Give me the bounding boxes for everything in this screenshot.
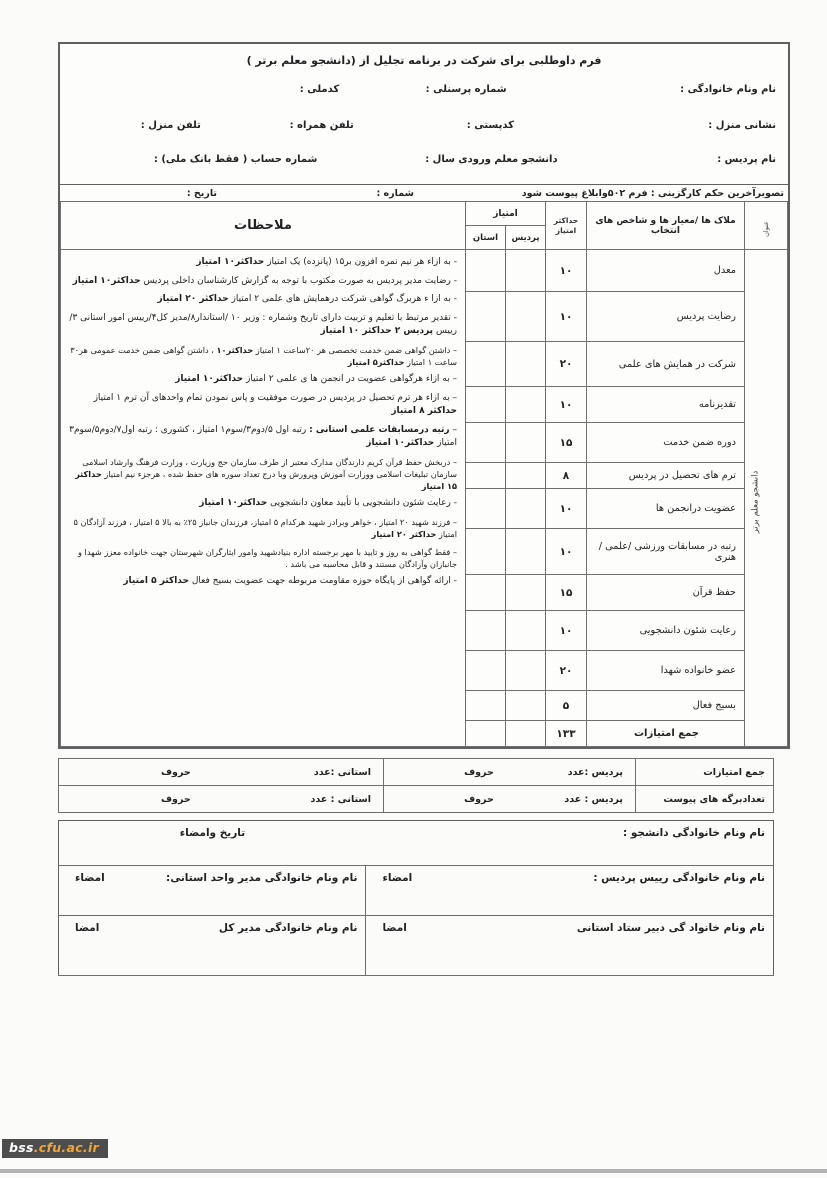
campus-score-cell bbox=[506, 489, 546, 529]
score-criteria-table bbox=[60, 201, 788, 747]
campus-score-cell bbox=[506, 292, 546, 342]
field-label-national-id: کدملی : bbox=[299, 84, 340, 95]
max-score-cell: ۱۰ bbox=[546, 387, 587, 423]
campus-score-cell bbox=[506, 423, 546, 463]
summary-pages-campus-cell bbox=[384, 786, 636, 813]
campus-score-cell bbox=[506, 387, 546, 423]
note-max-score-text: حداکثر۱۰ امتیاز bbox=[199, 498, 268, 509]
max-score-cell: ۱۵ bbox=[546, 423, 587, 463]
note-text: ، داشتن گواهی ضمن خدمت عمومی هر۳۰ ساعت ۱ امتیاز bbox=[70, 344, 457, 367]
column-header-criteria: ملاک ها /معیار ها و شاخص های انتخاب bbox=[587, 202, 745, 250]
table-row bbox=[59, 916, 774, 976]
summary-pages-province-cell bbox=[59, 786, 384, 813]
province-score-cell bbox=[465, 463, 505, 489]
province-score-cell bbox=[465, 423, 505, 463]
signature-campus-head-sign-label: امضاء bbox=[366, 866, 459, 916]
campus-score-cell bbox=[506, 529, 546, 575]
criteria-label-cell: معدل bbox=[587, 250, 745, 292]
max-score-cell: ۱۵ bbox=[546, 575, 587, 611]
criteria-label-cell: عضویت درانجمن ها bbox=[587, 489, 745, 529]
criteria-label-cell: رعایت شئون دانشجویی bbox=[587, 611, 745, 651]
summary-total-province-cell bbox=[59, 759, 384, 786]
max-score-cell: ۲۰ bbox=[546, 342, 587, 387]
max-score-cell: ۸ bbox=[546, 463, 587, 489]
max-score-cell: ۱۰ bbox=[546, 529, 587, 575]
criteria-label-cell: بسیج فعال bbox=[587, 691, 745, 721]
column-header-province: استان bbox=[465, 226, 505, 250]
campus-score-cell bbox=[506, 342, 546, 387]
note-max-score-text: حداکثر ۱۵ امتیاز bbox=[75, 468, 457, 492]
province-score-cell bbox=[465, 387, 505, 423]
form-main-box bbox=[58, 42, 790, 749]
criteria-label-cell: عضو خانواده شهدا bbox=[587, 651, 745, 691]
province-score-cell bbox=[465, 611, 505, 651]
campus-score-cell bbox=[506, 721, 546, 747]
summary-province-number-label: استانی : عدد bbox=[310, 793, 371, 805]
max-score-cell: ۱۰ bbox=[546, 250, 587, 292]
note-text: – دربخش حفظ قرآن کریم دارندگان مدارک معتبر از طرف سازمان حج وزیارت ، وزارت فرهنگ وارشاد اسلامی سازمان تبلیغات اسلامی ووزارت آموزش وپرورش وبا درج تعداد سوره های حفظ شده ، هرجزء نیم امتیاز bbox=[82, 456, 457, 479]
note-text: - به ازا ء هربرگ گواهی شرکت درهمایش های علمی ۲ امتیاز bbox=[228, 294, 457, 304]
criteria-label-cell: ترم های تحصیل در پردیس bbox=[587, 463, 745, 489]
note-max-score-text: حداکثر۱۰ امتیاز bbox=[366, 438, 435, 449]
summary-campus-number-label: پردیس :عدد bbox=[567, 766, 623, 778]
field-label-mobile-phone: تلفن همراه : bbox=[289, 120, 354, 131]
note-line bbox=[67, 456, 457, 493]
note-line bbox=[67, 256, 457, 270]
note-max-score-text: پردیس ۲ حداکثر ۱۰ امتیاز bbox=[320, 326, 434, 336]
summary-attached-pages-label: تعدادبرگه های پیوست bbox=[636, 786, 774, 813]
note-line bbox=[67, 575, 457, 589]
decree-attachment-label: تصویرآخرین حکم کارگزینی : فرم ۵۰۲وابلاغ پیوست شود bbox=[521, 188, 784, 199]
max-score-cell: ۱۳۳ bbox=[546, 721, 587, 747]
note-line bbox=[67, 312, 457, 339]
field-label-bank-account: شماره حساب ( فقط بانک ملی) : bbox=[153, 154, 318, 165]
criteria-label-cell: جمع امتیازات bbox=[587, 721, 745, 747]
fields-row-campus bbox=[60, 154, 788, 165]
note-line bbox=[67, 275, 457, 289]
province-score-cell bbox=[465, 342, 505, 387]
campus-score-cell bbox=[506, 651, 546, 691]
summary-total-campus-cell bbox=[384, 759, 636, 786]
summary-campus-words-label: حروف bbox=[464, 793, 494, 805]
signature-provincial-secretary-sign-label: امضا bbox=[366, 916, 459, 976]
summary-total-label: جمع امتیازات bbox=[636, 759, 774, 786]
table-row bbox=[59, 866, 774, 916]
campus-score-cell bbox=[506, 575, 546, 611]
badge-prefix-text: bss bbox=[9, 1140, 34, 1155]
note-text: – فقط گواهی به روز و تایید با مهر برجسته اداره بنیادشهید وامور ایثارگران شهرستان جهت خانواده معزز شهدا و جانبازان وآزادگان مستند و قابل محاسبه می باشد . bbox=[78, 546, 457, 569]
table-row bbox=[59, 759, 774, 786]
decree-number-label: شماره : bbox=[376, 188, 414, 199]
note-text: - رعایت شئون دانشجویی با تأیید معاون دانشجویی bbox=[267, 498, 457, 509]
note-line bbox=[67, 546, 457, 571]
note-text: – داشتن گواهی ضمن خدمت تخصصی هر ۲۰ساعت ۱ امتیاز bbox=[253, 344, 457, 355]
criteria-label-cell: رضایت پردیس bbox=[587, 292, 745, 342]
signature-director-general-sign-label: امضا bbox=[59, 916, 152, 976]
decree-attachment-row bbox=[60, 184, 788, 201]
field-label-postal-code: کدپستی : bbox=[466, 120, 514, 131]
summary-campus-words-label: حروف bbox=[464, 766, 494, 778]
note-text: رتبه اول ۵/دوم۳/سوم۱ امتیاز ، کشوری : رتبه اول۷/دوم۵/سوم۳ امتیاز bbox=[69, 424, 457, 449]
note-max-score-text: حداکثر۱۰ bbox=[216, 344, 254, 355]
decree-date-label: تاریخ : bbox=[186, 188, 217, 199]
summary-province-words-label: حروف bbox=[161, 793, 191, 805]
note-line bbox=[67, 497, 457, 511]
fields-row-identity bbox=[60, 84, 788, 95]
province-score-cell bbox=[465, 250, 505, 292]
column-header-campus: پردیس bbox=[506, 226, 546, 250]
note-line bbox=[67, 424, 457, 451]
note-line bbox=[67, 516, 457, 541]
province-score-cell bbox=[465, 529, 505, 575]
totals-summary-table bbox=[58, 758, 774, 813]
note-text: – bbox=[449, 424, 457, 435]
note-text: - تقدیر مرتبط با تعلیم و تربیت دارای تاریخ وشماره : وزیر ۱۰ /استاندار۸/مدیر کل۴/رییس امور استانی ۳/رییس bbox=[69, 312, 457, 336]
max-score-cell: ۵ bbox=[546, 691, 587, 721]
website-watermark-badge bbox=[2, 1139, 108, 1158]
signature-student-name-label: نام ونام خانوادگی دانشجو : bbox=[366, 821, 774, 866]
field-label-campus-name: نام پردیس : bbox=[717, 154, 776, 165]
column-header-score: امتیاز bbox=[465, 202, 545, 226]
notes-cell bbox=[61, 250, 466, 747]
fields-row-contact bbox=[60, 120, 788, 131]
note-max-score-text: حداکثر۱۰ امتیاز bbox=[196, 257, 265, 267]
province-score-cell bbox=[465, 651, 505, 691]
note-max-score-text: حداکثر ۵ امتیاز bbox=[123, 576, 189, 587]
note-max-score-text: حداکثر۵ امتیاز bbox=[347, 356, 405, 367]
form-title: فرم داوطلبی برای شرکت در برنامه تجلیل از (دانشجو معلم برتر ) bbox=[246, 54, 602, 67]
criteria-label-cell: حفظ قرآن bbox=[587, 575, 745, 611]
campus-score-cell bbox=[506, 691, 546, 721]
province-score-cell bbox=[465, 575, 505, 611]
signatures-table bbox=[58, 820, 774, 976]
criteria-label-cell: شرکت در همایش های علمی bbox=[587, 342, 745, 387]
note-max-score-text: حداکثر۱۰ امتیاز bbox=[175, 374, 244, 385]
campus-score-cell bbox=[506, 611, 546, 651]
note-line bbox=[67, 293, 457, 307]
campus-score-cell bbox=[506, 463, 546, 489]
field-label-home-address: نشانی منزل : bbox=[708, 120, 776, 131]
max-score-cell: ۱۰ bbox=[546, 611, 587, 651]
note-line bbox=[67, 373, 457, 387]
criteria-label-cell: رتبه در مسابقات ورزشی /علمی /هنری bbox=[587, 529, 745, 575]
province-score-cell bbox=[465, 292, 505, 342]
column-header-title bbox=[745, 202, 788, 250]
field-label-home-phone: تلفن منزل : bbox=[140, 120, 201, 131]
note-max-score-text: حداکثر ۲۰ امتیاز bbox=[371, 529, 437, 540]
column-header-title-text: عنوان bbox=[762, 221, 770, 237]
signature-provincial-secretary-label: نام ونام خانواد گی دبیر ستاد استانی bbox=[459, 916, 774, 976]
summary-province-number-label: استانی :عدد bbox=[313, 766, 371, 778]
field-label-personnel-number: شماره پرسنلی : bbox=[425, 84, 507, 95]
note-max-score-text: حداکثر۱۰ امتیاز bbox=[72, 275, 141, 286]
note-text: - ارائه گواهی از پایگاه حوزه مقاومت مربوطه جهت عضویت بسیج فعال bbox=[188, 576, 457, 587]
note-text: – به ازاء هرگواهی عضویت در انجمن ها ی علمی ۲ امتیاز bbox=[243, 374, 457, 385]
column-header-notes: ملاحظات bbox=[61, 202, 466, 250]
criteria-label-cell: تقدیرنامه bbox=[587, 387, 745, 423]
province-score-cell bbox=[465, 489, 505, 529]
scan-bottom-edge bbox=[0, 1169, 827, 1173]
note-text: – فرزند شهید ۲۰ امتیاز ، خواهر وبرادر شهید هرکدام ۵ امتیاز، فرزندان جانباز ۲۵٪ به بالا ۵ امتیاز ، فرزند آزادگان ۵ امتیاز bbox=[73, 516, 457, 540]
signature-date-sign-label: تاریخ وامضاء bbox=[59, 821, 366, 866]
summary-province-words-label: حروف bbox=[161, 766, 191, 778]
field-label-entry-year: دانشجو معلم ورودی سال : bbox=[425, 154, 558, 165]
criteria-label-cell: دوره ضمن خدمت bbox=[587, 423, 745, 463]
field-label-fullname: نام ونام خانوادگی : bbox=[680, 84, 776, 95]
campus-score-cell bbox=[506, 250, 546, 292]
note-text: – به ازاء هر ترم تحصیل در پردیس در صورت موفقیت و پاس نمودن تمام واحدهای آن ترم ۱ امتیاز bbox=[93, 392, 457, 403]
max-score-cell: ۱۰ bbox=[546, 489, 587, 529]
badge-suffix-text: .cfu.ac.ir bbox=[33, 1140, 100, 1155]
table-row bbox=[59, 821, 774, 866]
note-text: - به ازاء هر نیم نمره افزون بر۱۵ (پانزده) یک امتیاز bbox=[264, 257, 457, 267]
province-score-cell bbox=[465, 691, 505, 721]
note-line bbox=[67, 344, 457, 369]
max-score-cell: ۱۰ bbox=[546, 292, 587, 342]
note-max-score-text: حداکثر ۸ امتیاز bbox=[391, 406, 457, 417]
note-line bbox=[67, 392, 457, 419]
summary-campus-number-label: پردیس : عدد bbox=[564, 793, 623, 805]
table-row bbox=[61, 250, 788, 292]
table-row bbox=[59, 786, 774, 813]
note-max-score-text: رتبه درمسابقات علمی استانی : bbox=[309, 424, 450, 435]
column-header-max-score: حداکثر امتیاز bbox=[546, 202, 587, 250]
signature-campus-head-label: نام ونام خانوادگی رییس پردیس : bbox=[459, 866, 774, 916]
note-max-score-text: حداکثر ۲۰ امتیاز bbox=[157, 294, 229, 304]
signature-provincial-unit-manager-label: نام ونام خانوادگی مدیر واحد استانی: bbox=[151, 866, 366, 916]
province-score-cell bbox=[465, 721, 505, 747]
max-score-cell: ۲۰ bbox=[546, 651, 587, 691]
signature-director-general-label: نام ونام خانوادگی مدیر کل bbox=[151, 916, 366, 976]
signature-provincial-unit-manager-sign-label: امضاء bbox=[59, 866, 152, 916]
note-text: - رضایت مدیر پردیس به صورت مکتوب با توجه به گزارش کارشناسان داخلی پردیس bbox=[140, 275, 457, 286]
side-vertical-label-text: دانشجو معلم برتر bbox=[750, 470, 761, 533]
table-header-row bbox=[61, 202, 788, 226]
side-vertical-label-cell bbox=[745, 250, 788, 747]
